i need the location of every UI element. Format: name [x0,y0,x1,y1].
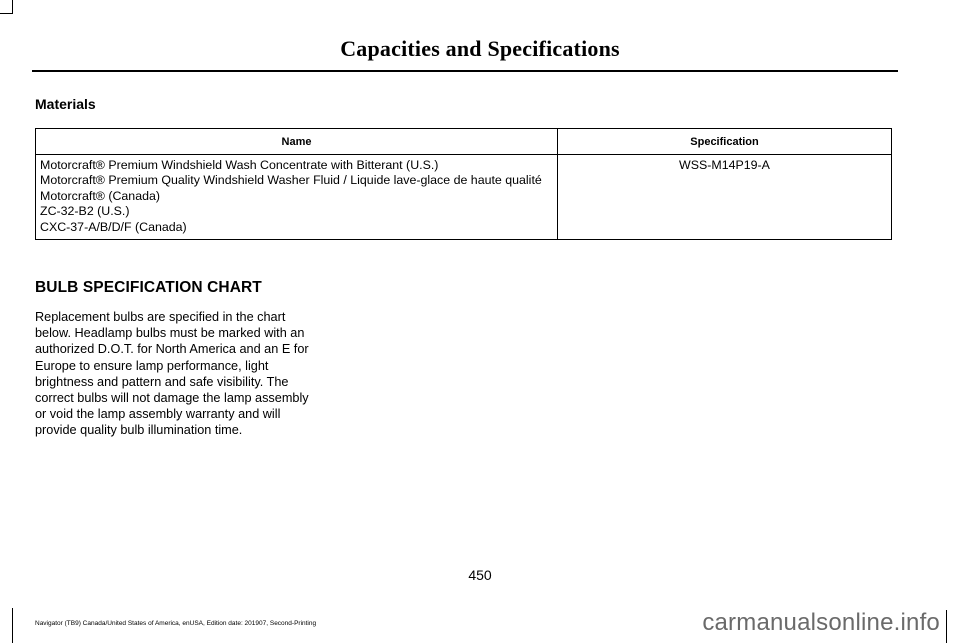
material-name-line: CXC-37-A/B/D/F (Canada) [40,219,187,234]
material-name-line: ZC-32-B2 (U.S.) [40,204,130,219]
materials-heading: Materials [35,96,96,112]
page-number: 450 [468,567,492,583]
column-header-specification: Specification [558,129,892,155]
crop-mark-top-left-horizontal [0,13,13,14]
bulb-chart-description: Replacement bulbs are specified in the chart below. Headlamp bulbs must be marked with an authorized D.O.T. for North America and an E for Europe to ensure lamp performance, light brightness and pattern and safe visibility. The correct bulbs will not damage the lamp assembly or void the lamp assembly warranty and will provide quality bulb illumination time. [35,310,309,438]
material-name-cell [36,155,558,240]
watermark: carmanualsonline.info [702,609,940,636]
materials-table [35,128,892,240]
material-specification-cell: WSS-M14P19-A [558,155,892,240]
column-header-name: Name [36,129,558,155]
header-divider [32,70,898,72]
crop-mark-top-left-vertical [12,0,13,14]
material-name-line: Motorcraft® Premium Windshield Wash Concentrate with Bitterant (U.S.) [40,158,439,172]
edition-footer: Navigator (TB9) Canada/United States of America, enUSA, Edition date: 201907, Second-Printing [35,620,317,627]
page-title: Capacities and Specifications [340,36,620,61]
table-header-row [36,129,892,155]
crop-mark-bottom-left-vertical [12,608,13,643]
table-row [36,155,892,240]
bulb-chart-heading: BULB SPECIFICATION CHART [35,279,262,296]
crop-mark-bottom-right-vertical [946,610,947,643]
material-name-line: Motorcraft® Premium Quality Windshield Washer Fluid / Liquide lave-glace de haute qualité Motorcraft® (Canada) [40,173,542,203]
